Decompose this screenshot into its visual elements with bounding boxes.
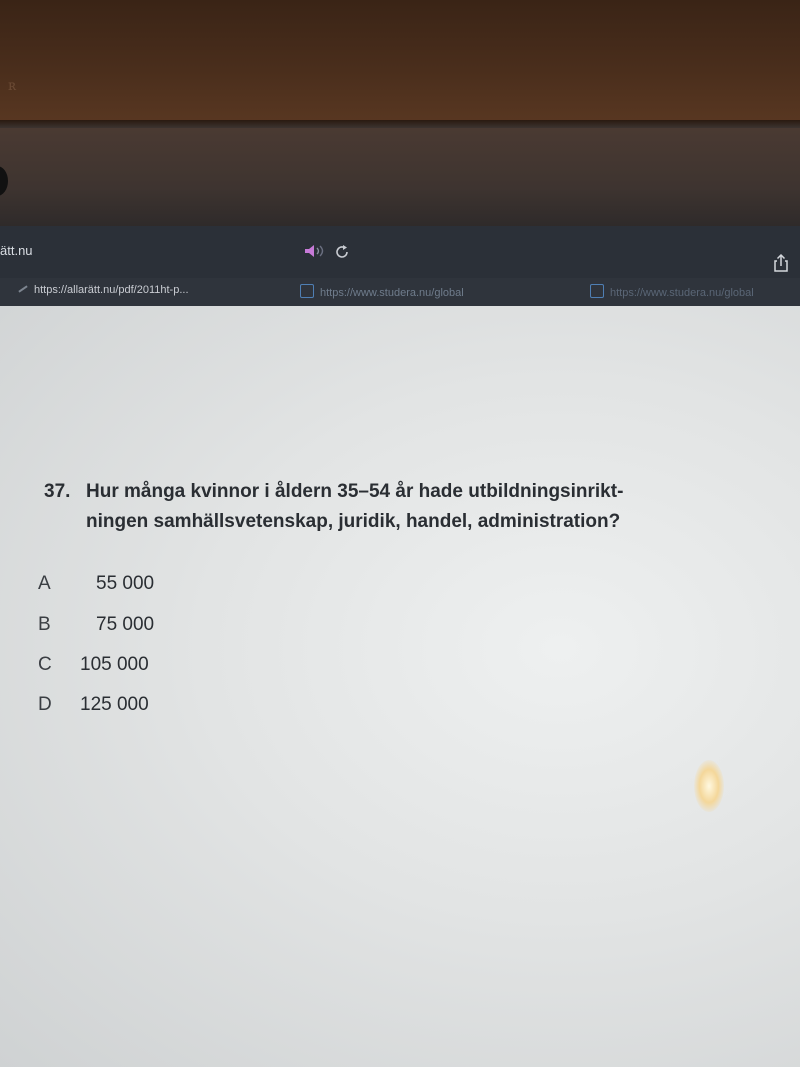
share-icon[interactable] — [771, 253, 791, 273]
question-text-line-1: Hur många kvinnor i åldern 35–54 år hade utbildningsinrikt- — [86, 481, 624, 502]
bookmark-label: https://allarätt.nu/pdf/2011ht-p... — [34, 284, 189, 296]
link-icon — [18, 285, 27, 292]
bookmark-item[interactable] — [590, 284, 800, 299]
option-value-c: 105 000 — [80, 654, 149, 675]
option-value-d: 125 000 — [80, 694, 149, 715]
bookmark-item[interactable] — [300, 284, 550, 299]
question-text-line-2: ningen samhällsvetenskap, juridik, handel, administration? — [86, 511, 621, 532]
bookmark-label: https://www.studera.nu/global — [320, 287, 464, 299]
monitor-bezel — [0, 128, 800, 228]
browser-toolbar — [0, 226, 800, 278]
audio-icon[interactable] — [304, 244, 326, 258]
question-number: 37. — [44, 481, 71, 502]
monitor-edge — [0, 120, 800, 128]
option-letter-b: B — [38, 614, 51, 635]
bookmark-icon — [300, 284, 314, 298]
option-value-a: 55 000 — [96, 573, 155, 594]
document-page — [0, 306, 800, 1067]
bezel-mark: ʀ — [8, 78, 17, 94]
option-value-b: 75 000 — [96, 614, 155, 635]
tab-title[interactable]: ätt.nu — [0, 243, 33, 258]
light-glare — [694, 760, 724, 812]
option-letter-d: D — [38, 694, 52, 715]
bookmark-icon — [590, 284, 604, 298]
bookmark-label: https://www.studera.nu/global — [610, 287, 754, 299]
bookmark-item[interactable] — [18, 284, 248, 296]
option-letter-a: A — [38, 573, 51, 594]
reload-icon[interactable] — [334, 244, 350, 260]
wall-background — [0, 0, 800, 128]
option-letter-c: C — [38, 654, 52, 675]
